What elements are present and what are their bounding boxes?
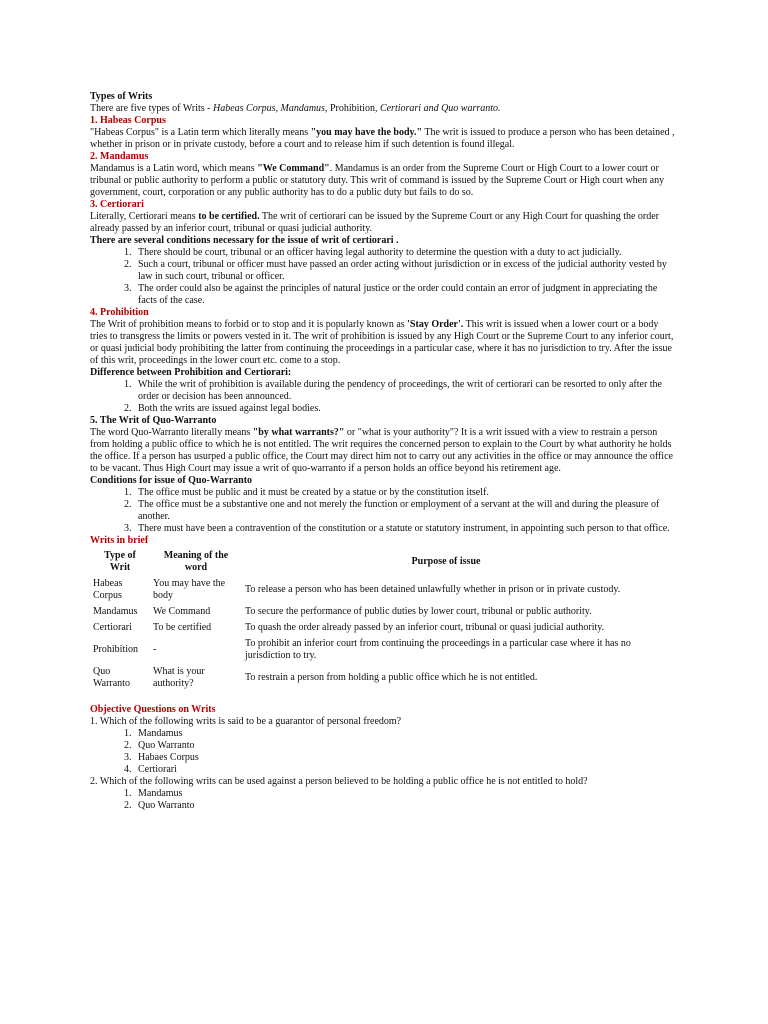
habeas-text-2: The writ is issued to produce a person who has been detained , whether in prison or in private custody, before a court and to release him if such detention is found illegal. bbox=[90, 127, 675, 150]
habeas-heading: 1. Habeas Corpus bbox=[90, 115, 166, 126]
mandamus-text-2: . Mandamus is an order from the Supreme Court or High Court to a lower court or tribunal or public authority to perform a public or statutory duty. This writ of command is issued by the Supreme Court or High court when any government, court, corporation or any public authority has to do a public duty but fails to do so. bbox=[90, 163, 665, 198]
intro-italic-2: Certiorari and Quo warranto. bbox=[379, 103, 501, 114]
quo-warranto-heading: 5. The Writ of Quo-Warranto bbox=[90, 415, 217, 426]
list-item: 1. Mandamus bbox=[134, 788, 675, 800]
habeas-bold: "you may have the body." bbox=[310, 127, 423, 138]
intro-text: There are five types of Writs - bbox=[90, 103, 213, 114]
quo-conditions-heading: Conditions for issue of Quo-Warranto bbox=[90, 475, 253, 486]
table-cell: - bbox=[153, 644, 157, 655]
table-cell: Habeas Corpus bbox=[93, 578, 123, 601]
table-row bbox=[90, 576, 650, 604]
list-item: 3. The order could also be against the principles of natural justice or the order could contain an error of judgment in appreciating the facts of the case. bbox=[134, 283, 675, 307]
spacer bbox=[90, 692, 675, 704]
table-row bbox=[90, 636, 650, 664]
writs-in-brief-heading: Writs in brief bbox=[90, 535, 149, 546]
table-header-row bbox=[90, 548, 650, 576]
table-header: Type of Writ bbox=[104, 550, 136, 573]
list-item: 4. Certiorari bbox=[134, 764, 675, 776]
table-cell: You may have the body bbox=[153, 578, 226, 601]
table-header: Purpose of issue bbox=[411, 556, 481, 567]
certiorari-text-2: The writ of certiorari can be issued by the Supreme Court or any High Court for quashing the order already passed by an inferior court, tribunal or quasi judicial authority. bbox=[90, 211, 660, 234]
list-item: 3. There must have been a contravention of the constitution or a statute or statutory instrument, in appointing such person to that office. bbox=[134, 523, 675, 535]
difference-heading: Difference between Prohibition and Certiorari: bbox=[90, 367, 292, 378]
table-cell: Prohibition bbox=[93, 644, 139, 655]
writs-table bbox=[90, 548, 650, 692]
quo-conditions-list bbox=[90, 487, 675, 535]
table-cell: To secure the performance of public duties by lower court, tribunal or public authority. bbox=[245, 606, 592, 617]
table-cell: What is your authority? bbox=[153, 666, 205, 689]
list-item: 1. There should be court, tribunal or an officer having legal authority to determine the question with a duty to act judicially. bbox=[134, 247, 675, 259]
prohibition-text-2: This writ is issued when a lower court or a body tries to transgress the limits or powers vested in it. The writ of prohibition is issued by any High Court or the Supreme Court to any inferior court, or quasi judicial body prohibiting the latter from continuing the proceedings in a particular case, where it has no jurisdiction to try. After the issue of this writ, proceedings in the lower court etc. come to a stop. bbox=[90, 319, 674, 366]
document bbox=[90, 91, 675, 812]
table-cell: Certiorari bbox=[93, 622, 132, 633]
list-item: 1. While the writ of prohibition is available during the pendency of proceedings, the writ of certiorari can be resorted to only after the order or decision has been announced. bbox=[134, 379, 675, 403]
intro-italic-1: Habeas Corpus, Mandamus, bbox=[212, 103, 328, 114]
prohibition-text-1: The Writ of prohibition means to forbid or to stop and it is popularly known as bbox=[90, 319, 408, 330]
list-item: 2. Such a court, tribunal or officer must have passed an order acting without jurisdiction or in excess of the judicial authority vested by law in such court, tribunal or officer. bbox=[134, 259, 675, 283]
certiorari-bold: to be certified. bbox=[198, 211, 260, 222]
table-cell: We Command bbox=[153, 606, 211, 617]
mandamus-paragraph bbox=[90, 163, 675, 199]
question-1-options bbox=[90, 728, 675, 776]
habeas-text-1: "Habeas Corpus" is a Latin term which literally means bbox=[90, 127, 311, 138]
question-2-options bbox=[90, 788, 675, 812]
mandamus-bold: "We Command" bbox=[257, 163, 330, 174]
question-1: 1. Which of the following writs is said to be a guarantor of personal freedom? bbox=[90, 716, 402, 727]
list-item: 2. The office must be a substantive one and not merely the function or employment of a servant at the will and during the pleasure of another. bbox=[134, 499, 675, 523]
table-cell: To be certified bbox=[153, 622, 212, 633]
table-cell: To release a person who has been detained unlawfully whether in prison or in private custody. bbox=[245, 584, 621, 595]
list-item: 2. Quo Warranto bbox=[134, 740, 675, 752]
quo-warranto-paragraph bbox=[90, 427, 675, 475]
quo-text-1: The word Quo-Warranto literally means bbox=[90, 427, 253, 438]
quo-bold: "by what warrants?" bbox=[252, 427, 345, 438]
list-item: 2. Both the writs are issued against legal bodies. bbox=[134, 403, 675, 415]
question-2: 2. Which of the following writs can be used against a person believed to be holding a public office he is not entitled to hold? bbox=[90, 776, 588, 787]
prohibition-paragraph bbox=[90, 319, 675, 367]
list-item: 1. Mandamus bbox=[134, 728, 675, 740]
table-cell: Mandamus bbox=[93, 606, 138, 617]
certiorari-conditions-heading: There are several conditions necessary for the issue of writ of certiorari . bbox=[90, 235, 399, 246]
list-item: 1. The office must be public and it must be created by a statue or by the constitution itself. bbox=[134, 487, 675, 499]
table-row bbox=[90, 604, 650, 620]
intro-paragraph bbox=[90, 103, 675, 115]
prohibition-bold: 'Stay Order'. bbox=[407, 319, 464, 330]
list-item: 2. Quo Warranto bbox=[134, 800, 675, 812]
quo-text-2: or "what is your authority"? It is a writ issued with a view to restrain a person from holding a public office to which he is not entitled. The writ requires the concerned person to explain to the Court by what authority he holds the office. If a person has usurped a public office, the Court may direct him not to carry out any activities in the office or may announce the office to be vacant. Thus High Court may issue a writ of quo-warranto if a person holds an office beyond his retirement age. bbox=[90, 427, 673, 474]
table-cell: Quo Warranto bbox=[93, 666, 130, 689]
certiorari-text-1: Literally, Certiorari means bbox=[90, 211, 199, 222]
certiorari-paragraph bbox=[90, 211, 675, 235]
certiorari-conditions-list bbox=[90, 247, 675, 307]
table-cell: To restrain a person from holding a public office which he is not entitled. bbox=[245, 672, 538, 683]
mandamus-heading: 2. Mandamus bbox=[90, 151, 149, 162]
habeas-paragraph bbox=[90, 127, 675, 151]
difference-list bbox=[90, 379, 675, 415]
table-header: Meaning of the word bbox=[163, 550, 229, 573]
mandamus-text-1: Mandamus is a Latin word, which means bbox=[90, 163, 258, 174]
prohibition-heading: 4. Prohibition bbox=[90, 307, 149, 318]
objective-questions-heading: Objective Questions on Writs bbox=[90, 704, 216, 715]
table-cell: To prohibit an inferior court from continuing the proceedings in a particular case where it has no jurisdiction to try. bbox=[245, 638, 631, 661]
table-row bbox=[90, 620, 650, 636]
certiorari-heading: 3. Certiorari bbox=[90, 199, 144, 210]
list-item: 3. Habaes Corpus bbox=[134, 752, 675, 764]
intro-text-mid: Prohibition, bbox=[327, 103, 380, 114]
table-cell: To quash the order already passed by an inferior court, tribunal or quasi judicial authority. bbox=[245, 622, 605, 633]
table-row bbox=[90, 664, 650, 692]
doc-title: Types of Writs bbox=[90, 91, 153, 102]
